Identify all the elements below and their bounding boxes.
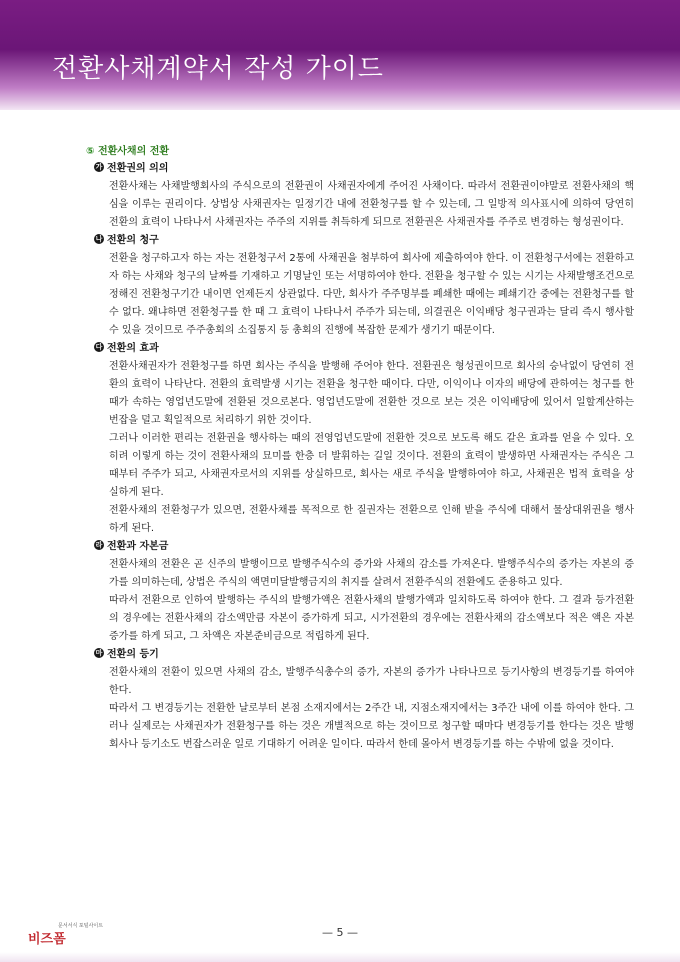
page-number: — 5 —	[322, 926, 358, 939]
document-body	[86, 143, 634, 754]
subsection-title	[86, 646, 634, 664]
subsection-title	[86, 160, 634, 178]
subsection-title-text: 전환의 등기	[107, 649, 159, 660]
section-number: ⑤	[86, 146, 95, 157]
subsection-title	[86, 340, 634, 358]
subsection-title-text: 전환의 효과	[107, 343, 159, 354]
section-title	[86, 143, 634, 160]
section-title-text: 전환사채의 전환	[97, 146, 170, 157]
subsection-title-text: 전환과 자본금	[107, 541, 169, 552]
footer-bar	[0, 952, 680, 962]
subsection-title	[86, 538, 634, 556]
subsection-title	[86, 232, 634, 250]
paragraph: 전환사채의 전환청구가 있으면, 전환사채를 목적으로 한 질권자는 전환으로 인해 받을 주식에 대해서 물상대위권을 행사하게 된다.	[109, 505, 634, 534]
page-header	[0, 0, 680, 110]
subsection-title-text: 전환의 청구	[107, 235, 159, 246]
logo-tagline: 문서서식 포털사이트	[58, 923, 104, 929]
logo-text: 비즈폼	[28, 932, 66, 947]
subsection-title-text: 전환권의 의의	[107, 163, 169, 174]
subsection-bullet: 마	[95, 649, 103, 657]
paragraph: 전환사채의 전환은 곧 신주의 발행이므로 발행주식수의 증가와 사채의 감소를 가져온다. 발행주식수의 증가는 자본의 증가를 의미하는데, 상법은 주식의 액면미달발행금지의 취지를 살려서 전환주식의 전환에도 준용하고 있다.	[109, 559, 634, 588]
page-title: 전환사채계약서 작성 가이드	[52, 54, 384, 84]
subsection-bullet: 가	[95, 163, 103, 171]
subsection-bullet: 나	[95, 235, 103, 243]
paragraph: 따라서 그 변경등기는 전환한 날로부터 본점 소재지에서는 2주간 내, 지점소재지에서는 3주간 내에 이를 하여야 한다. 그러나 실제로는 사채권자가 전환청구를 하는 것은 개별적으로 하는 것이므로 청구할 때마다 변경등기를 한다는 것은 발행회사나 등기소도 번잡스러운 일로 기대하기 어려운 일이다. 따라서 한데 몰아서 변경등기를 하는 수밖에 없을 것이다.	[109, 703, 634, 750]
paragraph: 전환을 청구하고자 하는 자는 전환청구서 2통에 사채권을 첨부하여 회사에 제출하여야 한다. 이 전환청구서에는 전환하고자 하는 사채와 청구의 날짜를 기재하고 기명날인 또는 서명하여야 한다. 전환을 청구할 수 있는 시기는 사채발행조건으로 정해진 전환청구기간 내이면 언제든지 상관없다. 다만, 회사가 주주명부를 폐쇄한 때에는 폐쇄기간 중에는 전환청구를 할 수 없다. 왜냐하면 전환청구를 한 때 그 효력이 나타나서 주주가 되는데, 의결권은 이익배당 청구권과는 달리 즉시 행사할 수 있을 것이므로 주주총회의 소집통지 등 총회의 진행에 복잡한 문제가 생기기 때문이다.	[109, 253, 634, 336]
subsection-bullet: 라	[95, 541, 103, 549]
paragraph: 전환사채는 사채발행회사의 주식으로의 전환권이 사채권자에게 주어진 사채이다. 따라서 전환권이야말로 전환사채의 핵심을 이루는 권리이다. 상법상 사채권자는 일정기간 내에 전환청구를 할 수 있는데, 그 일방적 의사표시에 의하여 당연히 전환의 효력이 나타나서 사채권자는 주주의 지위를 취득하게 되므로 전환권은 사채권자를 주주로 변경하는 형성권이다.	[109, 181, 634, 228]
paragraph: 따라서 전환으로 인하여 발행하는 주식의 발행가액은 전환사채의 발행가액과 일치하도록 하여야 한다. 그 결과 등가전환의 경우에는 전환사채의 감소액만큼 자본이 증가하게 되고, 시가전환의 경우에는 전환사채의 감소액보다 적은 액은 자본증가를 하게 되고, 그 차액은 자본준비금으로 적립하게 된다.	[109, 595, 634, 642]
subsection-bullet: 다	[95, 343, 103, 351]
paragraph: 그러나 이러한 편리는 전환권을 행사하는 때의 전영업년도말에 전환한 것으로 보도록 해도 같은 효과를 얻을 수 있다. 오히려 이렇게 하는 것이 전환사채의 묘미를 한층 더 발휘하는 길일 것이다. 전환의 효력이 발생하면 사채권자는 주식은 그 때부터 주주가 되고, 사채권자로서의 지위를 상실하므로, 회사는 새로 주식을 발행하여야 하고, 사채권은 법적 효력을 상실하게 된다.	[109, 433, 634, 498]
paragraph: 전환사채의 전환이 있으면 사채의 감소, 발행주식총수의 증가, 자본의 증가가 나타나므로 등기사항의 변경등기를 하여야 한다.	[109, 667, 634, 696]
paragraph: 전환사채권자가 전환청구를 하면 회사는 주식을 발행해 주어야 한다. 전환권은 형성권이므로 회사의 승낙없이 당연히 전환의 효력이 나타난다. 전환의 효력발생 시기는 전환을 청구한 때이다. 다만, 이익이나 이자의 배당에 관하여는 청구를 한 때가 속하는 영업년도말에 전환된 것으로본다. 영업년도말에 전환한 것으로 보는 것은 이익배당에 있어서 일할계산하는 번잡을 덜고 획일적으로 처리하기 위한 것이다.	[109, 361, 634, 426]
